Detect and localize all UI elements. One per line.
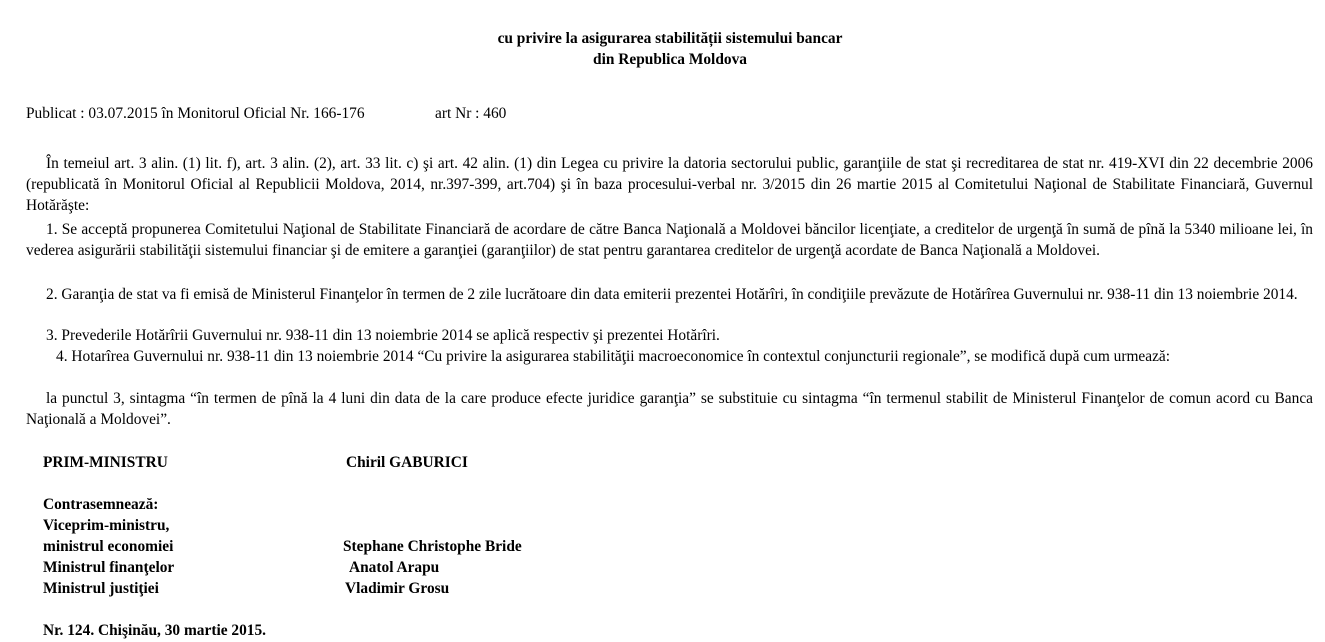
article-number: art Nr : 460 [435,105,507,122]
document-title-line1: cu privire la asigurarea stabilității sistemului bancar [497,30,843,47]
justice-minister-name: Vladimir Grosu [345,580,450,597]
decision-number-footer: Nr. 124. Chişinău, 30 martie 2015. [43,622,267,639]
economy-minister-name: Stephane Christophe Bride [343,538,522,555]
finance-minister-role: Ministrul finanţelor [43,559,175,576]
publication-info: Publicat : 03.07.2015 în Monitorul Oficial Nr. 166-176 [26,105,365,122]
prime-minister-name: Chiril GABURICI [346,454,468,471]
justice-minister-role: Ministrul justiţiei [43,580,159,597]
paragraph-amendment: la punctul 3, sintagma “în termen de pînă la 4 luni din data de la care produce efecte juridice garanţia” se substituie cu sintagma “în termenul stabilit de Ministerul Finanţelor de comun acord cu Banca Naţională a Moldovei”. [26,390,1313,428]
paragraph-point-3: 3. Prevederile Hotărîrii Guvernului nr. 938-11 din 13 noiembrie 2014 se aplică respectiv şi prezentei Hotărîri. [46,327,720,344]
economy-minister-role: ministrul economiei [43,538,174,555]
vice-prime-minister-role: Viceprim-ministru, [43,517,170,534]
finance-minister-name: Anatol Arapu [349,559,440,576]
document-title-line2: din Republica Moldova [593,51,747,68]
paragraph-point-2: 2. Garanţia de stat va fi emisă de Ministerul Finanţelor în termen de 2 zile lucrătoare din data emiterii prezentei Hotărîri, în condiţiile prevăzute de Hotărîrea Guvernului nr. 938-11 din 13 noiembrie 2014. [46,286,1298,303]
paragraph-preamble: În temeiul art. 3 alin. (1) lit. f), art. 3 alin. (2), art. 33 lit. c) şi art. 42 alin. (1) din Legea cu privire la datoria sectorului public, garanţiile de stat şi recreditarea de stat nr. 419-XVI din 22 decembrie 2006 (republicată în Monitorul Oficial al Republicii Moldova, 2014, nr.397-399, art.704) şi în baza procesului-verbal nr. 3/2015 din 26 martie 2015 al Comitetului Naţional de Stabilitate Financiară, Guvernul Hotărăşte: [26,155,1313,214]
paragraph-point-4: 4. Hotarîrea Guvernului nr. 938-11 din 13 noiembrie 2014 “Cu privire la asigurarea stabilităţii macroeconomice în contextul conjuncturii regionale”, se modifică după cum urmează: [56,348,1171,365]
countersign-heading: Contrasemnează: [43,496,159,513]
paragraph-point-1: 1. Se acceptă propunerea Comitetului Naţional de Stabilitate Financiară de acordare de către Banca Naţională a Moldovei băncilor licenţiate, a creditelor de urgenţă în sumă de pînă la 5340 milioane lei, în vederea asigurării stabilităţii sistemului financiar şi de emitere a garanţiei (garanţiilor) de stat pentru garantarea creditelor de urgenţă acordate de Banca Naţională a Moldovei. [26,221,1313,259]
prime-minister-role: PRIM-MINISTRU [43,454,168,471]
